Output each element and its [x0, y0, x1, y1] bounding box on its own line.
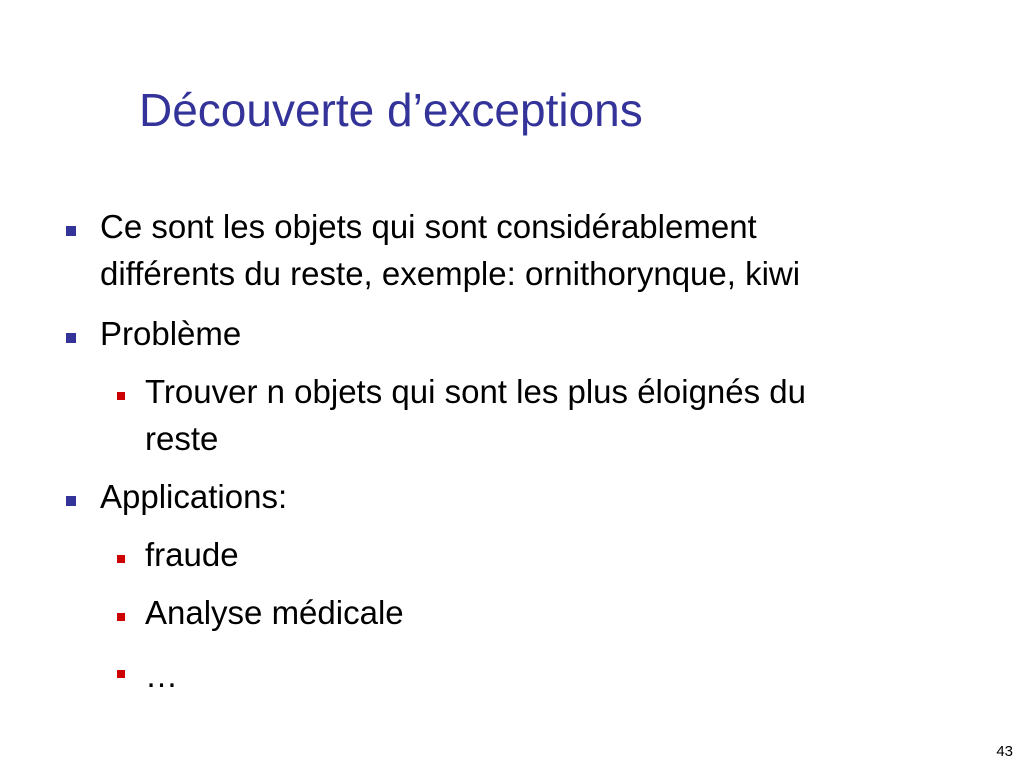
square-bullet-icon	[117, 392, 125, 400]
square-bullet-icon	[117, 555, 125, 563]
square-bullet-icon	[66, 333, 76, 343]
bullet-text: Applications:	[100, 478, 288, 515]
bullet-text-line1: Ce sont les objets qui sont considérablement	[100, 208, 757, 245]
sub-bullet-text-line2: reste	[145, 420, 219, 457]
square-bullet-icon	[66, 226, 76, 236]
page-number: 43	[996, 743, 1013, 760]
bullet-text-line2: différents du reste, exemple: ornithorynque, kiwi	[100, 255, 801, 292]
square-bullet-icon	[117, 670, 125, 678]
sub-bullet-text: Analyse médicale	[145, 594, 404, 631]
square-bullet-icon	[117, 613, 125, 621]
square-bullet-icon	[66, 496, 76, 506]
slide-title: Découverte d’exceptions	[139, 84, 643, 136]
sub-bullet-text: fraude	[145, 536, 239, 573]
sub-bullet-text-line1: Trouver n objets qui sont les plus éloignés du	[145, 373, 806, 410]
sub-bullet-text: …	[145, 657, 178, 694]
bullet-text: Problème	[100, 315, 242, 352]
